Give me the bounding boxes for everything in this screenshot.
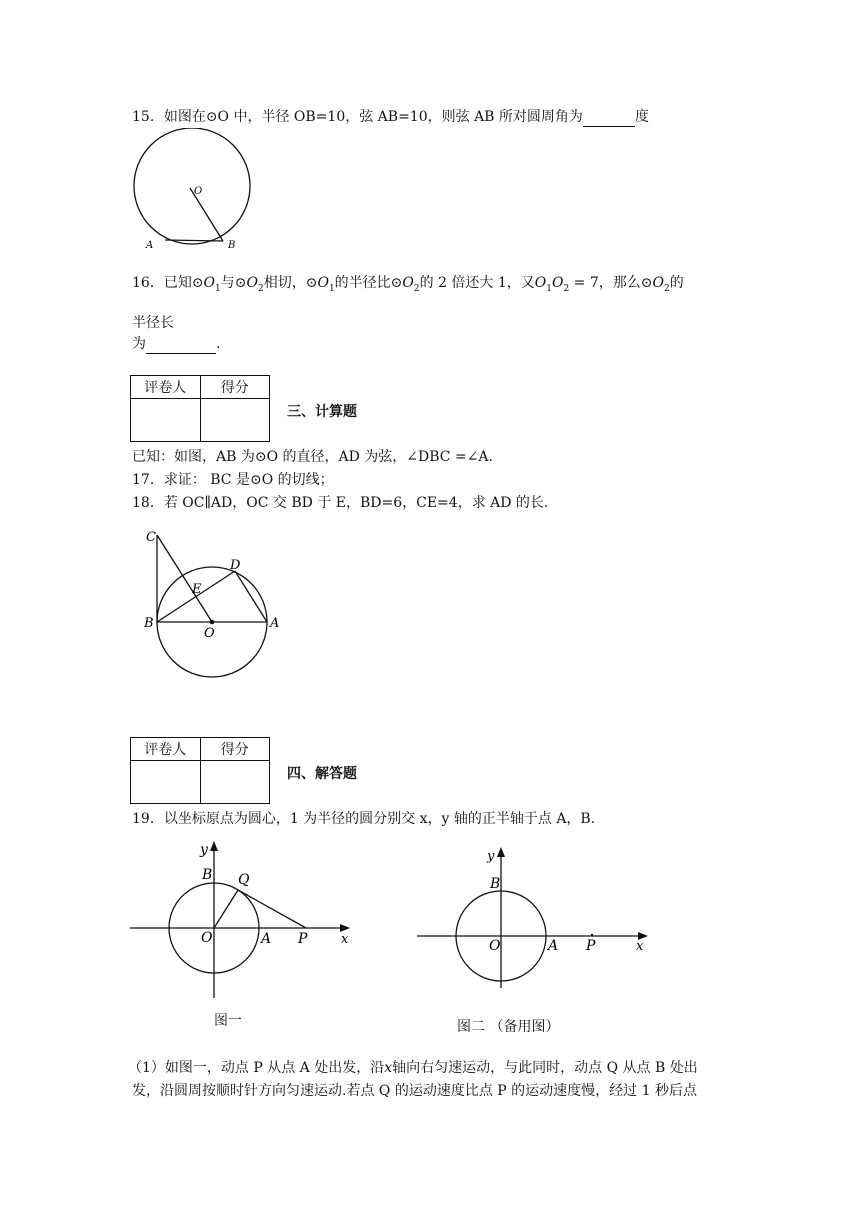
grader-header: 评卷人 [131,376,201,399]
question-17: 17．求证： BC 是⊙O 的切线； [132,472,334,488]
axis-y-label: y [200,842,208,858]
math-sub: 1 [546,283,553,294]
label-a: A [270,616,280,631]
q19-figure-2 [415,843,655,993]
label-b: B [202,867,213,883]
math-eq: = 7 [569,275,599,291]
label-d: D [230,558,241,573]
question-15 [132,107,649,127]
axis-y-label: y [487,849,495,864]
math-sub: 2 [413,283,420,294]
question-19-part1 [128,1058,698,1078]
math-o: O [317,275,329,291]
label-b: B [144,616,154,631]
figure-2-caption: 图二 （备用图） [457,1019,560,1035]
math-sub: 1 [328,283,335,294]
math-o: O [552,275,564,291]
math-sub: 2 [664,283,670,294]
q16-end: . [216,336,221,352]
label-o: O [489,938,501,954]
label-e: E [192,582,202,597]
q16-part: 的 2 倍还大 1，又 [419,275,535,291]
label-a: A [548,938,559,954]
question-16 [132,273,684,299]
q16-part: 与⊙ [220,275,247,291]
grader-header: 评卷人 [131,738,201,761]
axis-x-label: x [636,939,644,954]
math-x: x [384,1060,393,1076]
grader-cell [131,399,201,442]
question-18: 18．若 OC∥AD，OC 交 BD 于 E，BD=6，CE=4，求 AD 的长. [132,495,549,511]
q18-figure [140,525,290,685]
q19-text: 轴向右匀速运动，与此同时，动点 Q 从点 B 处出 [392,1060,698,1076]
q15-figure [128,128,258,258]
section-3-title: 三、计算题 [287,404,357,420]
question-19-part1-line2: 发，沿圆周按顺时针方向匀速运动.若点 Q 的运动速度比点 P 的运动速度慢，经过 1 秒后点 [132,1083,697,1099]
label-p: P [298,931,308,947]
math-sub: 2 [563,283,570,294]
question-19: 19．以坐标原点为圆心，1 为半径的圆分别交 x，y 轴的正半轴于点 A，B. [132,811,596,827]
q16-part: 的 [669,275,684,291]
section-4-title: 四、解答题 [287,766,357,782]
q15-unit: 度 [634,109,649,125]
axis-x-label: x [341,932,349,947]
q16-part: ，那么⊙ [598,275,653,291]
label-o: O [204,626,215,641]
label-o: O [194,186,203,197]
label-a: A [146,240,154,251]
score-cell [200,761,270,804]
grader-cell [131,761,201,804]
math-o: O [246,275,258,291]
label-p: P [586,938,596,954]
label-q: Q [238,872,250,888]
answer-blank [146,337,216,354]
math-sub: 2 [257,283,264,294]
q16-part: 16．已知⊙ [132,275,204,291]
score-table [130,375,270,442]
q19-text: （1）如图一，动点 P 从点 A 处出发，沿 [128,1060,385,1076]
math-o: O [652,275,664,291]
score-table [130,737,270,804]
figure-1-caption: 图一 [214,1013,242,1029]
answer-blank [583,110,635,127]
q19-figure-1 [128,838,358,1003]
q16-line2: 半径长 [132,315,174,331]
q16-part: 相切，⊙ [263,275,318,291]
math-o: O [402,275,414,291]
label-c: C [146,530,156,545]
q16-wei: 为 [132,336,146,352]
label-b: B [228,240,236,251]
q15-text: 15．如图在⊙O 中，半径 OB=10，弦 AB=10，则弦 AB 所对圆周角为 [132,109,583,125]
math-sub: 1 [215,283,221,294]
label-a: A [261,931,272,947]
label-b: B [490,876,501,892]
score-header: 得分 [200,738,270,761]
score-header: 得分 [200,376,270,399]
q16-part: 的半径比⊙ [334,275,403,291]
q16-line3 [132,334,220,354]
label-o: O [201,930,213,946]
math-o: O [534,275,547,291]
score-cell [200,399,270,442]
section3-given: 已知：如图，AB 为⊙O 的直径，AD 为弦，∠DBC =∠A. [132,449,493,465]
math-o: O [203,275,216,291]
